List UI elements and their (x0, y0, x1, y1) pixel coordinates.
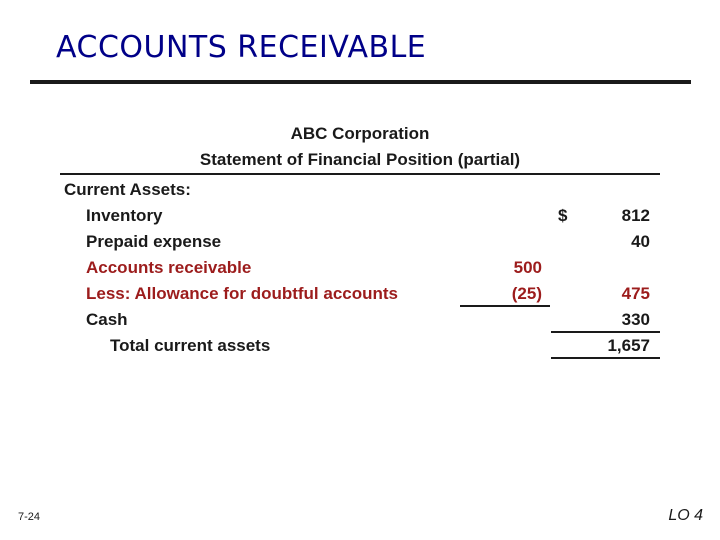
subtotal-underline (460, 305, 550, 307)
statement-header-rule (60, 173, 660, 175)
row-amount: 812 (621, 206, 650, 225)
section-heading: Current Assets: (64, 180, 191, 199)
row-amount: 330 (621, 310, 650, 329)
row-amount: 40 (631, 232, 650, 251)
statement-row-receivable (0, 258, 720, 282)
row-label: Inventory (86, 206, 163, 225)
statement-title: Statement of Financial Position (partial) (199, 150, 521, 169)
statement-row-allowance (0, 284, 720, 308)
section-heading-row (0, 180, 720, 204)
row-label: Cash (86, 310, 128, 329)
statement-row-inventory (0, 206, 720, 230)
company-name: ABC Corporation (290, 124, 430, 143)
row-label: Prepaid expense (86, 232, 222, 251)
cash-underline (551, 331, 660, 333)
currency-symbol: $ (558, 206, 568, 225)
row-label: Less: Allowance for doubtful accounts (86, 284, 399, 303)
row-subamount: 500 (513, 258, 542, 277)
slide-title: ACCOUNTS RECEIVABLE (56, 30, 427, 65)
slide-page-number: 7-24 (18, 511, 41, 523)
total-label: Total current assets (110, 336, 271, 355)
row-amount: 475 (621, 284, 650, 303)
row-label: Accounts receivable (86, 258, 252, 277)
learning-objective: LO 4 (668, 507, 703, 524)
row-subamount: (25) (511, 284, 542, 303)
total-underline (551, 357, 660, 359)
statement-row-prepaid (0, 232, 720, 256)
total-amount: 1,657 (607, 336, 650, 355)
